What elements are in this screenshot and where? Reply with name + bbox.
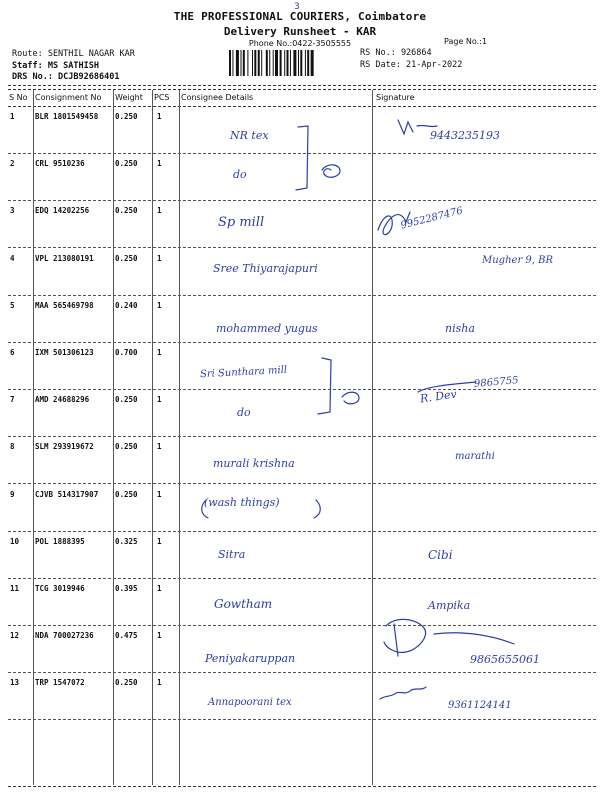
signature-scribble [418,382,476,392]
rs-date: RS Date: 21-Apr-2022 [360,60,463,70]
col-consignment: Consignment No [35,93,102,102]
row-sno: 3 [10,206,15,216]
row-consignment: TCG 3019946 [35,584,85,593]
staff: Staff: MS SATHISH [12,60,99,71]
row-consignee: Sp mill [218,215,265,231]
row-pcs: 1 [157,206,162,216]
row-consignee: Sree Thiyarajapuri [213,261,318,275]
row-consignee: NR tex [230,129,269,142]
row-sno: 4 [10,253,15,263]
row-consignee: do [237,406,251,420]
row-weight: 0.250 [115,678,138,688]
row-consignment: SLM 293919672 [35,442,94,452]
row-sno: 5 [10,300,15,310]
row-consignee: mohammed yugus [216,321,318,335]
row-signature: Mugher 9, BR [482,254,553,266]
row-consignment: POL 1888395 [35,536,85,546]
signature-scribble [384,619,514,656]
row-pcs: 1 [157,584,162,593]
row-consignment: CJVB 514317907 [35,489,99,499]
signature-scribble [380,687,426,699]
row-consignee: Annapoorani tex [208,697,292,709]
row-sno: 11 [10,584,20,593]
row-sno: 2 [10,159,15,169]
circled-mark [322,165,340,177]
row-sno: 8 [10,442,15,452]
route: Route: SENTHIL NAGAR KAR [12,49,135,59]
row-signature: Cibi [428,547,453,562]
col-weight: Weight [115,93,143,102]
row-pcs: 1 [157,395,162,405]
row-signature: marathi [455,451,495,463]
rs-number: RS No.: 926864 [360,48,432,58]
drs-number: DRS No.: DCJB92686401 [12,72,120,82]
phone-number: Phone No.:0422-3505555 [248,39,352,48]
handwritten-mark: 3 [294,2,300,12]
row-weight: 0.250 [115,489,138,499]
row-consignee: Peniyakaruppan [205,652,296,666]
row-weight: 0.700 [115,348,138,357]
row-sno: 1 [10,112,15,121]
row-consignment: MAA 565469798 [35,300,94,310]
row-signature: 9361124141 [448,700,512,712]
row-pcs: 1 [157,159,162,169]
row-consignment: CRL 9510236 [35,159,85,169]
row-sno: 9 [10,489,15,499]
row-weight: 0.250 [115,159,138,169]
row-consignment: AMD 24688296 [35,395,90,405]
signature-scribble [378,212,410,235]
row-weight: 0.250 [115,112,138,121]
row-weight: 0.250 [115,253,138,263]
row-consignee: Gowtham [214,597,273,611]
row-sno: 12 [10,631,20,641]
row-sno: 7 [10,395,15,405]
row-consignee: (wash things) [204,495,280,509]
col-details: Consignee Details [181,93,254,102]
row-consignee: do [233,168,247,182]
bracket-mark [202,500,321,518]
row-consignment: EDQ 14202256 [35,206,90,216]
row-consignment: TRP 1547072 [35,678,85,688]
row-consignee: Sri Sunthara mill [199,364,288,381]
row-consignment: BLR 1801549458 [35,112,99,121]
row-consignment: VPL 213080191 [35,253,94,263]
row-signature: 9865655061 [470,653,540,667]
col-sno: S No [9,93,28,102]
row-weight: 0.395 [115,584,138,593]
row-consignee: Sitra [218,547,246,561]
row-weight: 0.475 [115,631,138,641]
row-pcs: 1 [157,536,162,546]
row-pcs: 1 [157,112,162,121]
bracket-mark [318,358,331,414]
row-signature: Ampika [428,599,471,612]
row-pcs: 1 [157,442,162,452]
row-pcs: 1 [157,253,162,263]
runsheet-title: Delivery Runsheet - KAR [223,25,377,38]
circled-mark [342,392,359,404]
row-weight: 0.250 [115,395,138,405]
row-weight: 0.250 [115,206,138,216]
row-weight: 0.240 [115,300,138,310]
row-pcs: 1 [157,678,162,688]
row-signature: 9865755 [473,375,519,390]
page-number: Page No.:1 [444,37,487,46]
row-consignee: murali krishna [213,457,295,471]
company-name: THE PROFESSIONAL COURIERS, Coimbatore [173,10,427,23]
row-signature: R. Dev [419,387,458,406]
row-pcs: 1 [157,300,162,310]
row-consignment: NDA 700027236 [35,631,94,641]
footer-rule [8,786,596,787]
row-weight: 0.325 [115,536,138,546]
row-sno: 13 [10,678,20,688]
row-weight: 0.250 [115,442,138,452]
row-signature: 9952287476 [399,205,465,232]
row-pcs: 1 [157,489,162,499]
row-signature: nisha [445,321,475,335]
bracket-mark [296,126,308,190]
row-signature: 9443235193 [430,129,500,142]
row-sno: 6 [10,348,15,357]
row-pcs: 1 [157,631,162,641]
row-sno: 10 [10,536,20,546]
signature-scribble [398,120,437,134]
row-consignment: IXM 501306123 [35,348,94,357]
col-signature: Signature [376,93,415,102]
col-pcs: PCS [154,93,170,102]
row-pcs: 1 [157,348,162,357]
